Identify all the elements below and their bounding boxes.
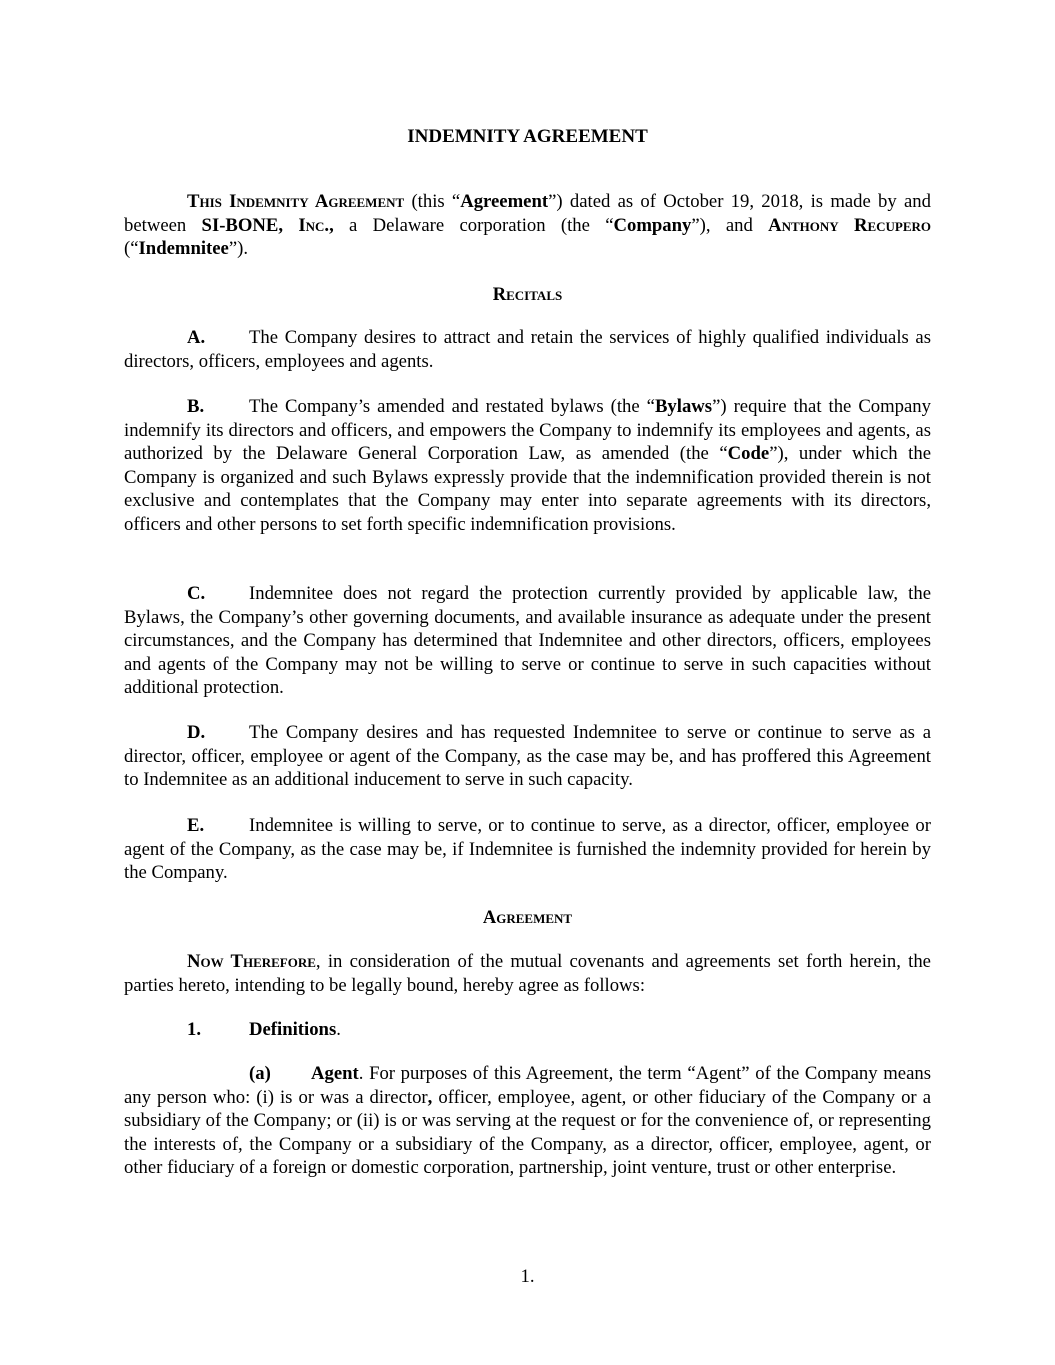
section-1-number: 1. <box>187 1019 202 1040</box>
recital-a: A. The Company desires to attract and retain the services of highly qualified individuals as directors, officers, employees and agents. <box>124 327 931 372</box>
recital-e: E. Indemnitee is willing to serve, or to continue to serve, as a director, officer, employee or agent of the Company, as the case may be, if Indemnitee is furnished the indemnity provided for herein by the Company. <box>124 815 931 884</box>
intro-paragraph: This Indemnity Agreement (this “Agreement”) dated as of October 19, 2018, is made by and between SI-BONE, Inc., a Delaware corporation (the “Company”), and Anthony Recupero (“Indemnitee”). <box>124 191 932 260</box>
section-1-heading: 1. Definitions. <box>187 1019 341 1040</box>
section-1a: (a) Agent. For purposes of this Agreement, the term “Agent” of the Company means any person who: (i) is or was a director, officer, employee, agent, or other fiduciary of the Company or a subsidiary of the Company; or (ii) is or was serving at the request or for the convenience of, or representing the interests of, the Company or a subsidiary of the Company, as a director, officer, employee, agent, or other fiduciary of a foreign or domestic corporation, partnership, joint venture, trust or other enterprise. <box>124 1063 931 1179</box>
recital-a-label: A. <box>187 327 206 348</box>
section-1a-label: (a) <box>249 1063 271 1084</box>
now-therefore-paragraph: Now Therefore, in consideration of the mutual covenants and agreements set forth herein, the parties hereto, intending to be legally bound, hereby agree as follows: <box>124 951 931 996</box>
agent-term: Agent <box>311 1063 359 1084</box>
recital-b: B. The Company’s amended and restated bylaws (the “Bylaws”) require that the Company indemnify its directors and officers, and empowers the Company to indemnify its employees and agents, as authorized by the Delaware General Corporation Law, as amended (the “Code”), under which the Company is organized and such Bylaws expressly provide that the indemnification provided therein is not exclusive and contemplates that the Company may enter into separate agreements with its directors, officers and other persons to set forth specific indemnification provisions. <box>124 396 931 535</box>
company-name: SI-BONE, <box>201 214 299 236</box>
recital-b-label: B. <box>187 396 205 417</box>
page-number: 1. <box>520 1266 535 1287</box>
recital-c-label: C. <box>187 583 206 604</box>
now-therefore-lead: Now Therefore <box>187 951 316 972</box>
document-title: INDEMNITY AGREEMENT <box>407 126 648 147</box>
indemnitee-name: Anthony Recupero <box>768 214 932 236</box>
indemnitee-term: Indemnitee <box>138 238 229 260</box>
document-page <box>124 0 931 1365</box>
section-1-title: Definitions <box>249 1019 337 1040</box>
intro-lead: This Indemnity Agreement <box>187 191 405 212</box>
recital-c: C. Indemnitee does not regard the protection currently provided by applicable law, the Bylaws, the Company’s other governing documents, and available insurance as adequate under the present circumstances, and the Company has determined that Indemnitee and other directors, officers, employees and agents of the Company may not be willing to serve or continue to serve in such capacities without additional protection. <box>124 583 931 699</box>
recitals-heading: Recitals <box>492 285 563 305</box>
agreement-heading: Agreement <box>482 908 573 928</box>
bylaws-term: Bylaws <box>654 396 713 417</box>
code-term: Code <box>727 443 770 465</box>
recital-d: D. The Company desires and has requested Indemnitee to serve or continue to serve as a director, officer, employee or agent of the Company, as the case may be, and has proffered this Agreement to Indemnitee as an additional inducement to serve in such capacity. <box>124 722 931 791</box>
company-term: Company <box>613 214 692 236</box>
recital-e-label: E. <box>187 815 205 836</box>
agreement-term: Agreement <box>460 191 549 212</box>
recital-d-label: D. <box>187 722 206 743</box>
